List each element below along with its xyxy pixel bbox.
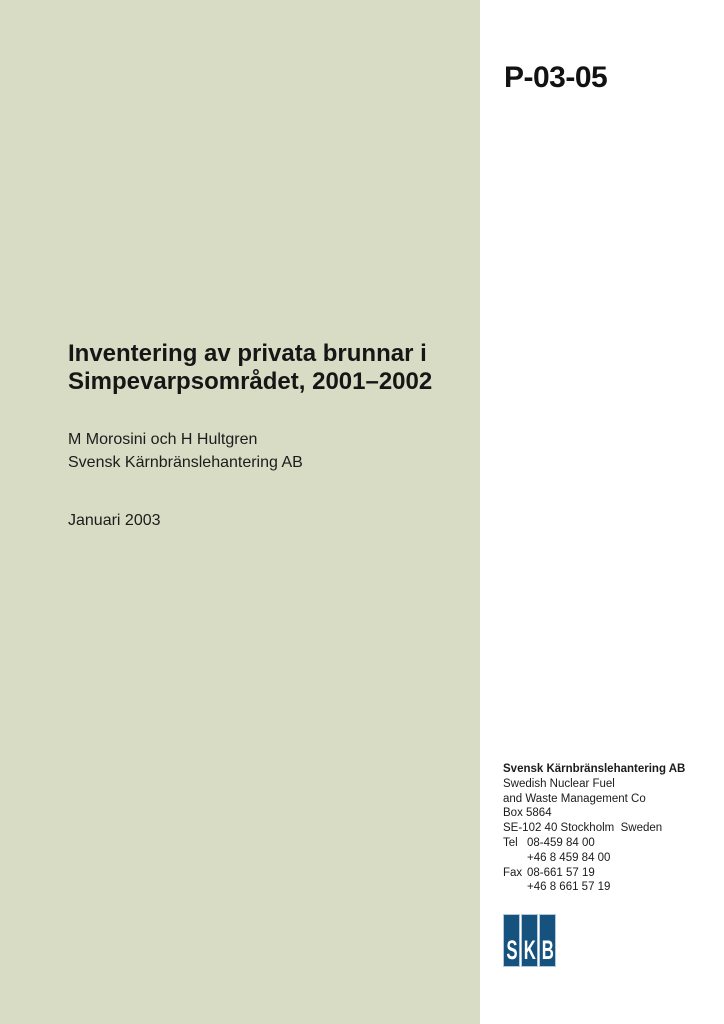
contact-value: 08-661 57 19 xyxy=(527,866,595,879)
report-title-line-1: Inventering av privata brunnar i xyxy=(68,340,427,367)
report-date: Januari 2003 xyxy=(68,512,161,529)
skb-logo-letter: K xyxy=(523,935,536,965)
publisher-address-line: SE-102 40 Stockholm Sweden xyxy=(503,822,663,835)
report-title-line-2: Simpevarpsområdet, 2001–2002 xyxy=(68,368,433,395)
skb-logo xyxy=(503,914,556,967)
report-authors: M Morosini och H Hultgren xyxy=(68,431,258,448)
contact-value: +46 8 661 57 19 xyxy=(527,881,611,894)
contact-label xyxy=(503,880,527,895)
contact-row-tel-intl xyxy=(503,851,685,866)
contact-label xyxy=(503,851,527,866)
publisher-name: Svensk Kärnbränslehantering AB xyxy=(503,763,686,775)
contact-row-tel-local xyxy=(503,836,685,851)
publisher-address-line: Box 5864 xyxy=(503,807,552,820)
skb-logo-letter: S xyxy=(505,935,518,965)
skb-logo-bar xyxy=(521,914,538,967)
publisher-address-line: Swedish Nuclear Fuel xyxy=(503,777,615,790)
publisher-address-block xyxy=(503,762,685,895)
contact-row-fax-local xyxy=(503,866,685,881)
title-block xyxy=(68,340,458,396)
contact-row-fax-intl xyxy=(503,880,685,895)
contact-value: +46 8 459 84 00 xyxy=(527,851,611,864)
skb-logo-bar xyxy=(503,914,520,967)
contact-label: Tel xyxy=(503,836,518,849)
skb-logo-bar xyxy=(539,914,556,967)
report-number: P-03-05 xyxy=(504,61,608,94)
skb-logo-letter: B xyxy=(541,935,554,965)
contact-value: 08-459 84 00 xyxy=(527,836,595,849)
contact-label: Fax xyxy=(503,866,523,879)
authors-block xyxy=(68,428,303,474)
publisher-address-line: and Waste Management Co xyxy=(503,792,646,805)
report-affiliation: Svensk Kärnbränslehantering AB xyxy=(68,454,303,471)
